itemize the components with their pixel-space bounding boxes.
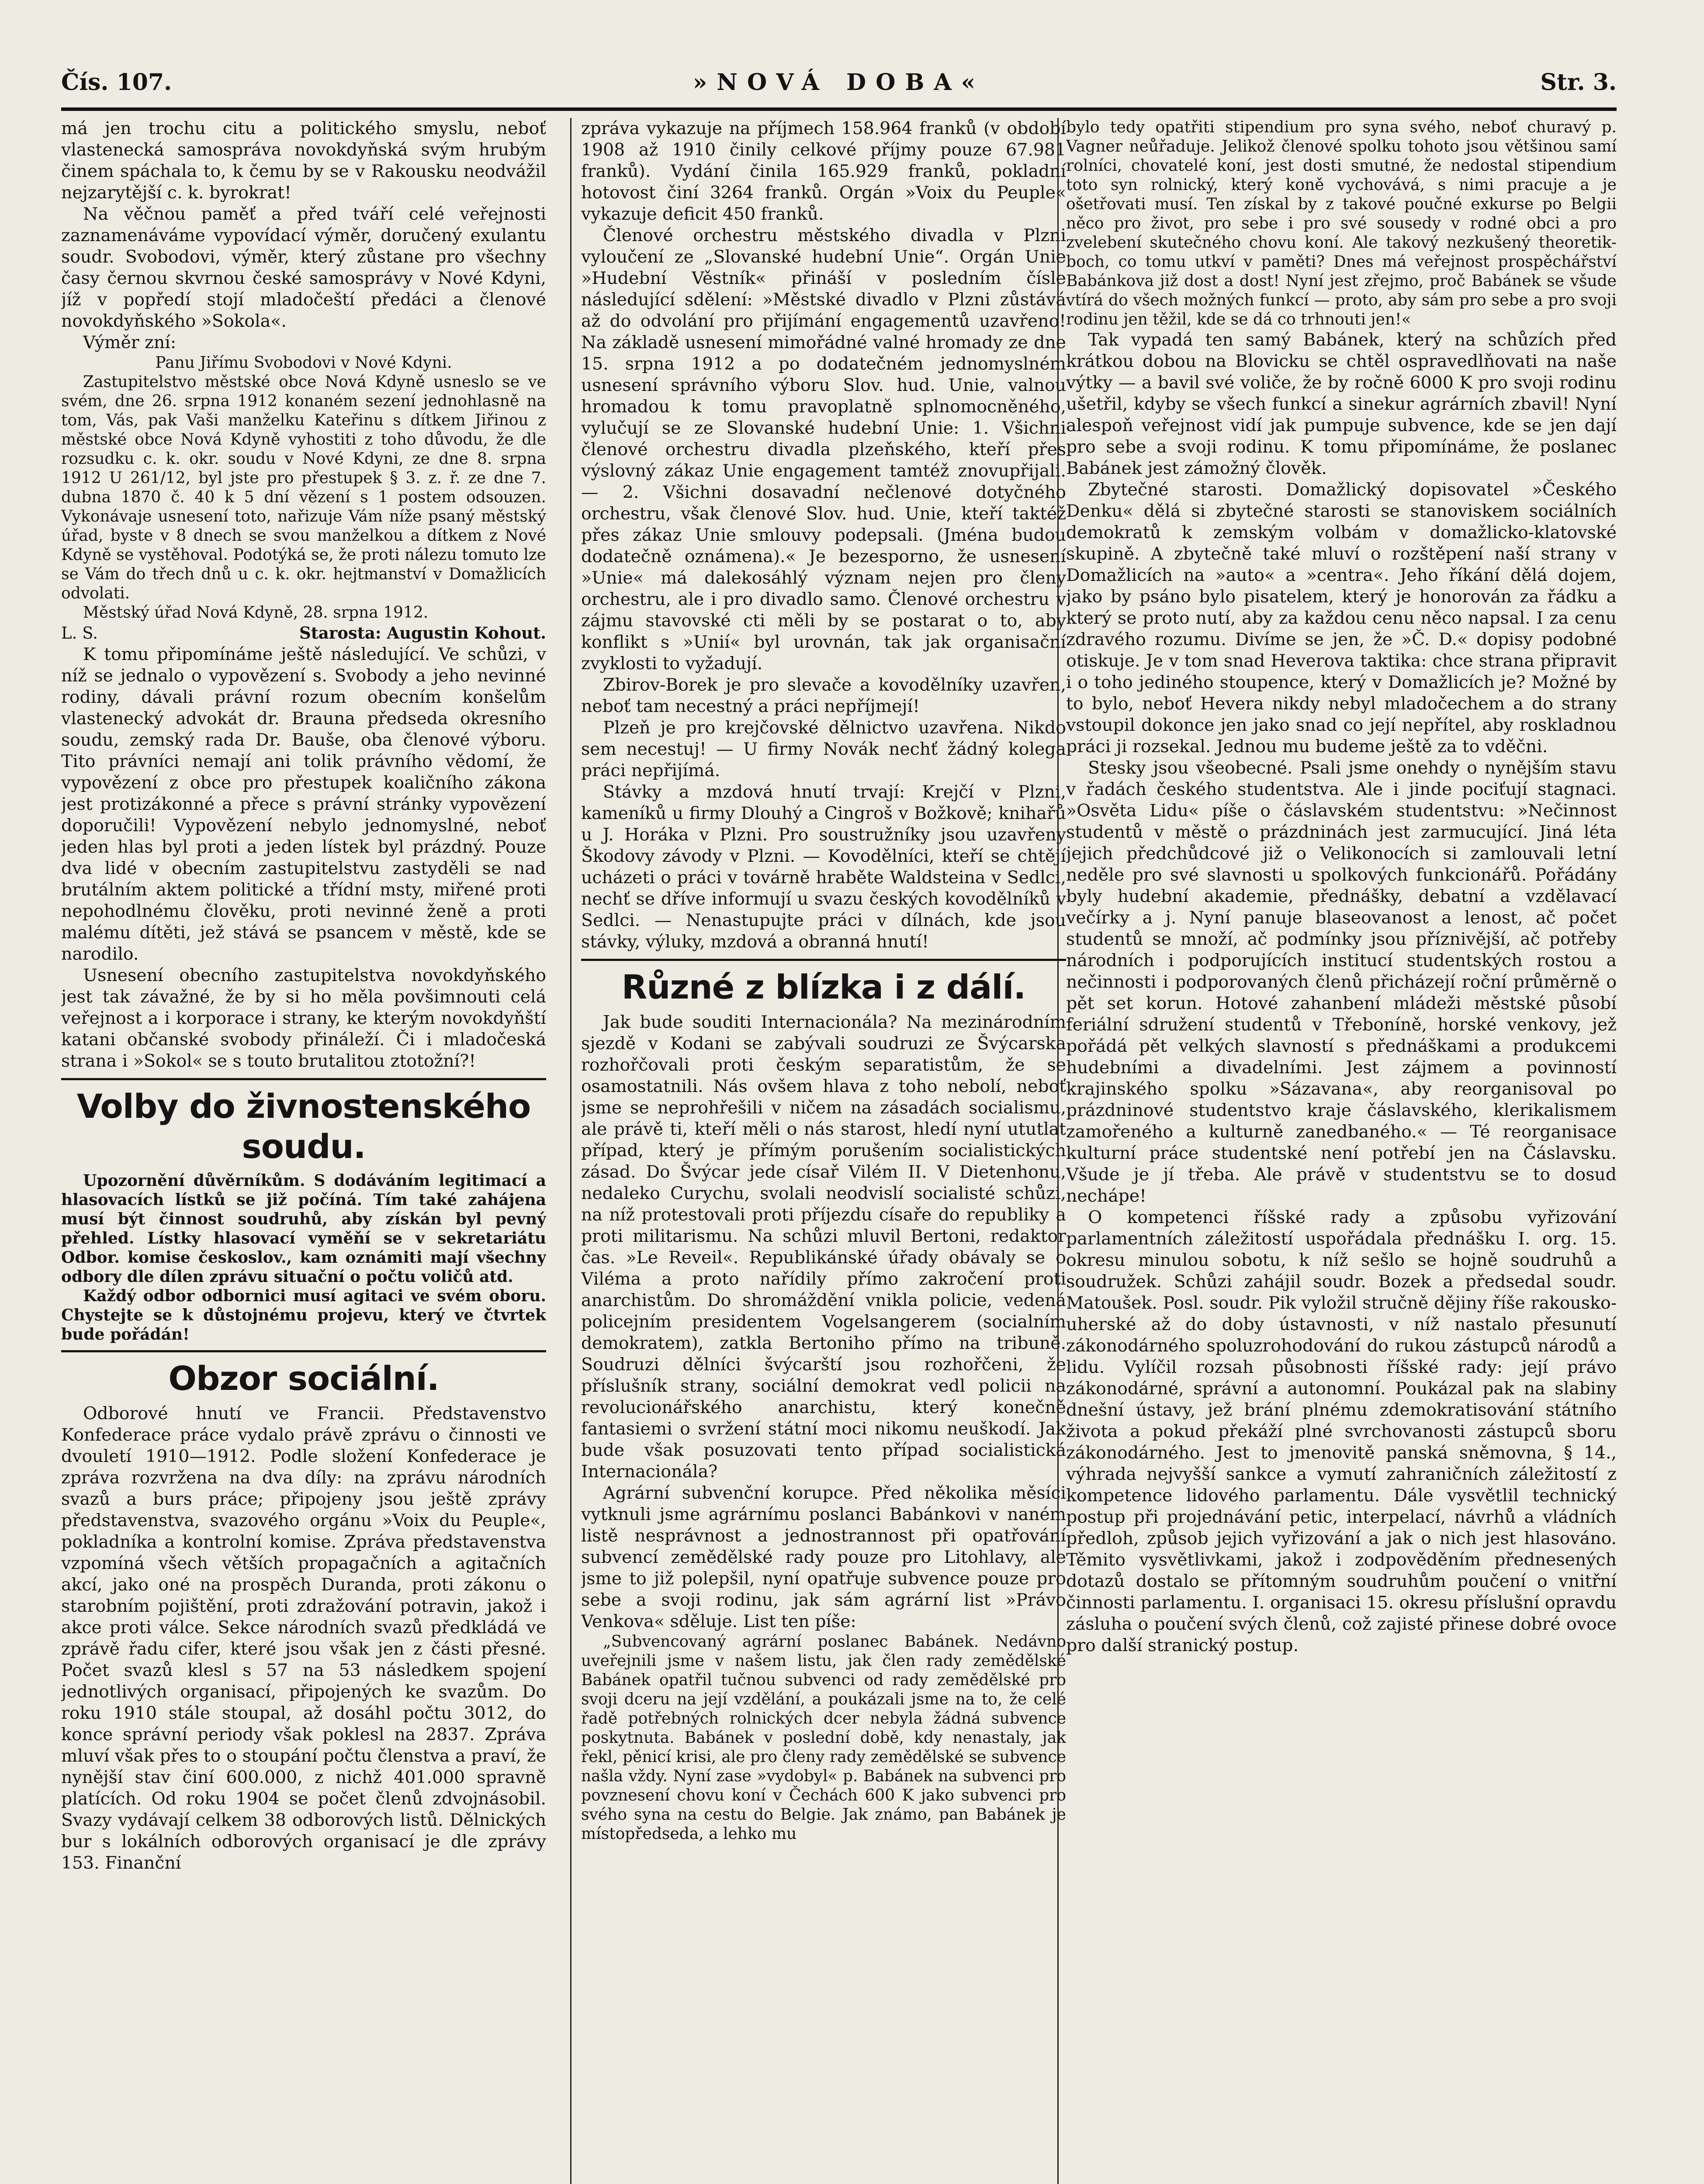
- article-paragraph: Tak vypadá ten samý Babánek, který na schůzích před krátkou dobou na Blovicku se chtěl ospravedlňovati na naše výtky — a bavil své voliče, že by ročně 6000 K pro svoji rodinu ušetřil, kdyby se všech funkcí a sinekur agrárních zbavil! Nyní alespoň veřejnost vidí jak pumpuje subvence, kde se jen dají pro sebe a svoji rodinu. K tomu připomínáme, že poslanec Babánek jest zámožný člověk.: [1066, 330, 1617, 478]
- column-3: [1066, 118, 1617, 2184]
- article-paragraph: Usnesení obecního zastupitelstva novokdyňského jest tak závažné, že by si ho měla povšimnouti celá veřejnost a i korporace i strany, ke kterým novokdyňští katani občanské svobody přináleží. Či i mladočeská strana i »Sokol« se s touto brutalitou ztotožní?!: [61, 965, 546, 1071]
- column-2: [581, 118, 1066, 2184]
- article-paragraph: Zbytečné starosti. Domažlický dopisovatel »Českého Denku« dělá si zbytečné starosti se stanoviskem sociálních demokratů k zemským volbám v domažlicko-klatovské skupině. A zbytečně také mluví o rozštěpení naší strany v Domažlicích na »auto« a »centra«. Jeho říkání dělá dojem, jako by psáno bylo pisatelem, který je honorován za řádku a který se proto nutí, aby za každou cenu něco napsal. I za cenu zdravého rozumu. Divíme se jen, že »Č. D.« dopisy podobné otiskuje. Je v tom snad Heverova taktika: chce strana připravit i o toho jediného stoupence, který v Domažlicích je? Možné by to bylo, neboť Hevera nikdy nebyl mladočechem a do strany vstoupil dokonce jen jako snad co její nepřítel, aby roskladnou práci ji rozsekal. Jednou mu budeme ještě za to vděčni.: [1066, 480, 1617, 757]
- section-rule: [581, 959, 1066, 961]
- article-paragraph: Členové orchestru městského divadla v Plzni vyloučení ze „Slovanské hudební Unie“. Orgán Unie »Hudební Věstník« přináší v posledním čísle následující sdělení: »Městské divadlo v Plzni zůstává až do odvolání pro přijímání engagementů uzavřeno! Na základě usnesení mimořádné valné hromady ze dne 15. srpna 1912 a po dodatečném jednomyslném usnesení správního výboru Slov. hud. Unie, valnou hromadou k tomu pravoplatně splnomocněného, vylučují se ze Slovanské hudební Unie: 1. Všichni členové orchestru divadla plzeňského, kteří přes výslovný zákaz Unie engagement tamtéž znovupřijali. — 2. Všichni dosavadní nečlenové dotyčného orchestru, však členové Slov. hud. Unie, kteří taktéž přes zákaz Unie smlouvy podepsali. (Jména budou dodatečně oznámena).« Je bezesporno, že usnesení »Unie« má dalekosáhlý význam nejen pro členy orchestru, ale i pro divadlo samo. Členové orchestru v zájmu stavovské cti měli by se postarat o to, aby konflikt s »Unií« byl urovnán, tak jak organisační zvyklosti to vyžadují.: [581, 225, 1066, 674]
- decree-addressee: Panu Jiřímu Svobodovi v Nové Kdyni.: [155, 354, 452, 372]
- section-rule: [61, 1350, 546, 1352]
- article-paragraph: K tomu připomínáme ještě následující. Ve schůzi, v níž se jednalo o vypovězení s. Svobody a jeho nevinné rodiny, dávali právní rozum obecním konšelům vlastenecký advokát dr. Brauna předseda okresního soudu, zemský rada Dr. Bauše, oba členové výboru. Tito právníci nemají ani tolik právního vědomí, že vypovězení z obce pro přestupek koaličního zákona jest protizákonné a přece s právní stránky vypovězení doporučili! Vypovězení nebylo jednomyslné, neboť jeden hlas byl proti a jeden lístek byl prázdný. Pouze dva lidé v obecním zastupitelstvu zastyděli se nad brutálním aktem politické a třídní msty, miřené proti nepohodlnému člověku, proti nevinné ženě a proti malému dítěti, jež stává se psancem v městě, kde se narodilo.: [61, 644, 546, 964]
- article-paragraph: Agrární subvenční korupce. Před několika měsíci vytknuli jsme agrárnímu poslanci Babánkovi v naném listě nesprávnost a jednostrannost při opatřování subvencí zemědělské rady pouze pro Litohlavy, ale jsme to již polepšil, nyní opatřuje subvence pouze pro sebe a svoji rodinu, jak sám agrární list »Právo Venkova« sděluje. List ten píše:: [581, 1483, 1066, 1631]
- decree-signature: [61, 622, 546, 644]
- quoted-article: „Subvencovaný agrární poslanec Babánek. Nedávno uveřejnili jsme v našem listu, jak člen rady zemědělské Babánek opatřil tučnou subvenci od rady zemědělské pro svoji dceru na její vzdělání, a poukázali jsme na to, že celé řadě potřebných rolnických dcer nebyla žádná subvence poskytnuta. Babánek v poslední době, kdy nenastaly, jak řekl, pěnicí krisi, ale pro členy rady zemědělské se subvence našla vždy. Nyní zase »vydobyl« p. Babánek na subvenci pro povznesení chovu koní v Čechách 600 K jako subvenci pro svého syna na cestu do Belgie. Jak známo, pan Babánek je místopředseda, a lehko mu: [581, 1633, 1066, 1843]
- article-paragraph: Plzeň je pro krejčovské dělnictvo uzavřena. Nikdo sem necestuj! — U firmy Novák nechť žádný kolega práci nepřijímá.: [581, 718, 1066, 781]
- section-rule: [61, 1078, 546, 1080]
- article-paragraph: Upozornění důvěrníkům. S dodáváním legitimací a hlasovacích lístků se již počíná. Tím také zahájena musí být činnost soudruhů, aby získán byl pevný přehled. Lístky hlasovací vyměňí se v sekretariátu Odbor. komise českoslov., kam oznámiti mají všechny odbory dle dílen zprávu situační o počtu voličů atd.: [61, 1171, 546, 1286]
- article-paragraph: Odborové hnutí ve Francii. Představenstvo Konfederace práce vydalo právě zprávu o činnosti ve dvouletí 1910—1912. Podle složení Konfederace je zpráva rozvržena na dva díly: na zprávu národních svazů a burs práce; připojeny jsou ještě zprávy představenstva, svazového orgánu »Voix du Peuple«, pokladníka a kontrolní komise. Zpráva představenstva vzpomíná všech větších propagačních a agitačních akcí, jako oné na prospěch Duranda, proti zákonu o starobním pojištění, proti zdražování potravin, jakož i akce proti válce. Sekce národních svazů předkládá ve zprávě řadu cifer, které jsou však jen z části přesné. Počet svazů klesl s 57 na 53 následkem spojení jednotlivých organisací, připojených ke svazům. Do roku 1910 stále stoupal, až dosáhl počtu 3012, do konce správní periody však poklesl na 2837. Zpráva mluví však přes to o stoupání počtu členstva a praví, že nynější stav činí 600.000, z nichž 401.000 spravně platících. Od roku 1904 se počet členů zdvojnásobil. Svazy vydávají celkem 38 odborových listů. Dělnických bur s lokálních odborových organisací je dle zprávy 153. Finanční: [61, 1403, 546, 1873]
- article-paragraph: Každý odbor odbornici musí agitaci ve svém oboru. Chystejte se k důstojnému projevu, který ve čtvrtek bude pořádán!: [61, 1287, 546, 1344]
- quoted-article-continued: bylo tedy opatřiti stipendium pro syna svého, neboť churavý p. Vagner neůřaduje. Jelikož členové spolku tohoto jsou většinou samí rolníci, chovatelé koní, jest dosti smutné, že nedostal stipendium toto syn rolnický, který koně vychovává, s nimi pracuje a je ošetřovati musí. Ten získal by z takové poučné exkurse po Belgii něco pro život, pro sebe i pro své sousedy v rodné obci a pro zvelebení skutečného chovu koní. Ale takový nezkušený theoretik-boch, co tomu utkví v paměti? Dnes má veřejnost prospěchářství Babánkova již dost a dost! Nyní jest zřejmo, proč Babánek se všude vtírá do všech možných funkcí — proto, aby sám pro sebe a pro svoji rodinu jen těžil, kde se dá co trhnouti jen!«: [1066, 118, 1617, 328]
- section-heading-ruzne: Různé z blízka i z dálí.: [621, 968, 1026, 1006]
- decree-mayor: Starosta: Augustin Kohout.: [299, 623, 546, 643]
- decree-seal: L. S.: [61, 624, 98, 643]
- page-number: Str. 3.: [1540, 69, 1617, 96]
- newspaper-title: »NOVÁ DOBA«: [693, 69, 985, 96]
- article-paragraph: Stesky jsou všeobecné. Psali jsme onehdy o nynějším stavu v řadách českého studentstva. Ale i jinde pociťují stagnaci. »Osvěta Lidu« píše o čáslavském studentstvu: »Nečinnost studentů v městě o prázdninách jest zarmucující. Jiná léta jejich předchůdcové již o Velikonocích si zamlouvali letní neděle pro své slavnosti u spolkových funkcionářů. Pořádány byly hudební akademie, přednášky, debatní a vzdělavací večírky a j. Nyní panuje blaseovanost a lenost, ač počet studentů se množí, ač podmínky jsou příznivější, ač potřeby národních i podporujících institucí studentských rostou a nečinnosti i podporovaných členů přicházejí roční průměrně o pět set korun. Hotové zahanbení mládeži městské působí feriální sdružení studentů v Třeboníně, horské venkovy, jež pořádá pět velkých slavností s přednáškami a produkcemi hudebními a divadelními. Jest zájmem a povinností krajinského spolku »Sázavana«, aby reorganisoval po prázdninové studentstvo kraje čáslavského, klerikalismem zamořeného a kulturně zanedbaného.« — Té reorganisace kulturní práce studentské není potřebí jen na Čáslavsku. Všude je jí třeba. Ale právě v studentstvu se to dosud nechápe!: [1066, 758, 1617, 1206]
- article-paragraph: zpráva vykazuje na příjmech 158.964 franků (v období 1908 až 1910 činily celkové příjmy pouze 67.981 franků). Vydání činila 165.929 franků, pokladní hotovost činí 3264 franků. Orgán »Voix du Peuple« vykazuje deficit 450 franků.: [581, 118, 1066, 224]
- article-paragraph: O kompetenci říšské rady a způsobu vyřizování parlamentních záležitostí uspořádala přednášku I. org. 15. okresu minulou sobotu, k níž sešlo se hojně soudruhů a soudružek. Schůzi zahájil soudr. Bozek a předsedal soudr. Matoušek. Posl. soudr. Pik vyložil stručně dějiny říše rakousko-uherské až do doby ústavnosti, v níž nastalo přesunutí zákonodárného spoluzrohodování do rukou zástupců národů a lidu. Vylíčil rozsah působnosti říšské rady: její právo zákonodárné, správní a autonomní. Poukázal pak na slabiny dnešní ústavy, jež brání plnému zdemokratisování státního života a pokud překáží plné svrchovanosti zástupců sboru zákonodárného. Jest to jmenovitě panská sněmovna, § 14., výhrada nejvyšší sankce a vymutí zahraničních záležitostí z kompetence lidového parlamentu. Dále vysvětlil technický postup při projednávání petic, interpelací, návrhů a vládních předloh, způsob jejich vyřizování a jak o nich jest hlasováno. Těmito vysvětlivkami, jakož i zodpověděním přednesených dotazů dostalo se přítomným soudruhům poučení o vnitřní činnosti parlamentu. I. organisaci 15. okresu příslušní opravdu zásluha o poučení svých členů, což zajisté přinese dobré ovoce pro další stranický postup.: [1066, 1207, 1617, 1655]
- article-paragraph: Zbirov-Borek je pro slevače a kovodělníky uzavřen, neboť tam necestný a práci nepříjmejí!: [581, 675, 1066, 716]
- article-paragraph: Na věčnou paměť a před tváří celé veřejnosti zaznamenáváme vypovídací výměr, doručený exulantu soudr. Svobodovi, výměr, který zůstane pro všechny časy černou skvrnou české samosprávy v Nové Kdyni, jíž v popředí stojí mladočeští předáci a členové novokdyňského »Sokola«.: [61, 204, 546, 331]
- article-paragraph: má jen trochu citu a politického smyslu, neboť vlastenecká samospráva novokdyňská svým hrubým činem spáchala to, k čemu by se v Rakousku neodvážil nejzarytější c. k. byrokrat!: [61, 118, 546, 203]
- page-header: [61, 66, 1617, 100]
- section-heading-obzor: Obzor sociální.: [168, 1359, 439, 1398]
- article-paragraph: Jak bude souditi Internacionála? Na mezinárodním sjezdě v Kodani se zabývali soudruzi ze Švýcarska rozhořčovali proti českým separatistům, že se osamostatnili. Nás ovšem hlava z toho nebolí, neboť jsme se neprohřešili v ničem na zásadách socialismu, ale právě ti, kteří měli o nás starost, hledí nyní ututlat případ, který je přímým porušením socialistických zásad. Do Švýcar jede císař Vilém II. V Dietenhonu, nedaleko Curychu, svolali neodvislí socialisté schůzi, na níž protestovali proti příjezdu císaře do republiky a proti militarismu. Na schůzi mluvil Bertoni, redaktor čas. »Le Reveil«. Republikánské úřady obávaly se o Viléma a proto nařídily přímo zakročení proti anarchistům. Do shromáždění vnikla policie, vedená policejním presidentem Vogelsangerem (socialním demokratem), zatkla Bertoniho přímo na tribuně. Soudruzi dělníci švýcarští jsou rozhořčeni, že příslušník strany, sociální demokrat vedl policii na revolucionářského anarchistu, který konečně fantasiemi o svržení státní moci nikomu neuškodí. Jak bude však posuzovati tento případ socialistická Internacionála?: [581, 1012, 1066, 1482]
- decree-place-date: Městský úřad Nová Kdyně, 28. srpna 1912.: [83, 604, 429, 622]
- section-heading-volby: Volby do živnostenského soudu.: [76, 1087, 531, 1166]
- header-rule: [61, 107, 1617, 111]
- column-1: [61, 118, 546, 2184]
- column-divider-1: [570, 118, 571, 2184]
- issue-number: Čís. 107.: [61, 69, 172, 96]
- article-paragraph: Stávky a mzdová hnutí trvají: Krejčí v Plzni, kameníků u firmy Dlouhý a Cingroš v Božkově; knihařů u J. Horáka v Plzni. Pro soustružníky jsou uzavřeny Škodovy závody v Plzni. — Kovodělníci, kteří se chtějí ucházeti o práci v továrně hraběte Waldsteina v Sedlci, nechť se dříve informují u svazu českých kovodělníků v Sedlci. — Nenastupujte práci v dílnách, kde jsou stávky, výluky, mzdová a obranná hnutí!: [581, 782, 1066, 952]
- article-paragraph: Výměr zní:: [83, 332, 177, 352]
- decree-text: Zastupitelstvo městské obce Nová Kdyně usneslo se ve svém, dne 26. srpna 1912 konaném sezení jednohlasně na tom, Vás, pak Vaši manželku Kateřinu s dítkem Jiřinou z městské obce Nová Kdyně vyhostiti z toho důvodu, že dle rozsudku c. k. okr. soudu v Nové Kdyni, ze dne 8. srpna 1912 U 261/12, byl jste pro přestupek § 3. z. ř. ze dne 7. dubna 1870 č. 40 k 5 dní vězení s 1 postem odsouzen. Vykonávaje usnesení toto, nařizuje Vám níže psaný městský úřad, byste v 8 dnech se svou manželkou a dítkem z Nové Kdyně se vystěhoval. Podotýká se, že proti nálezu tomuto lze se Vám do třech dnů u c. k. okr. hejtmanství v Domažlicích odvolati.: [61, 373, 546, 602]
